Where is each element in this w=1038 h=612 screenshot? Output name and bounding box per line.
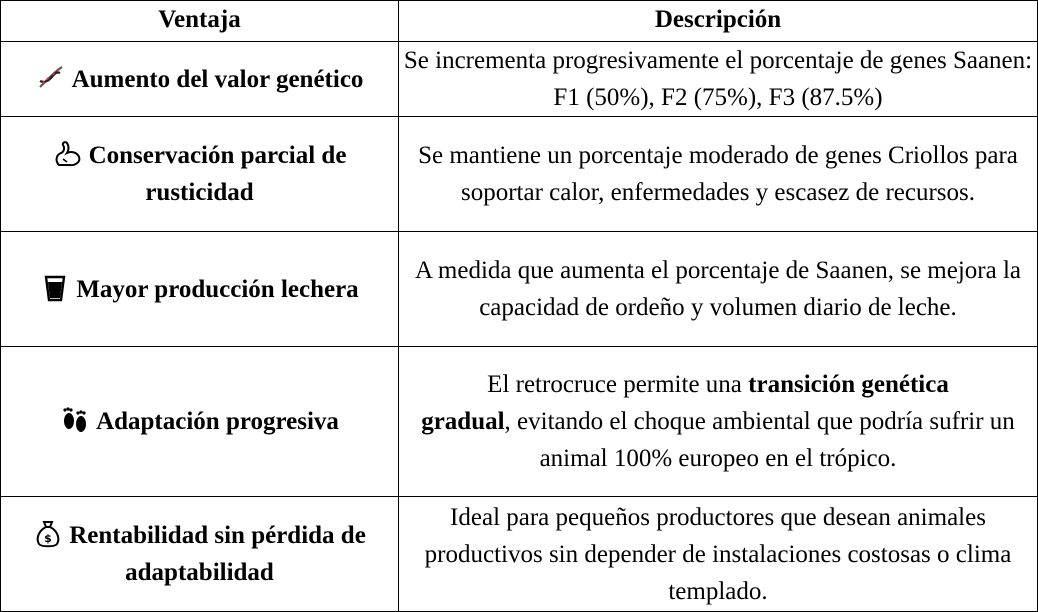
description-cell	[399, 347, 1038, 497]
advantage-cell	[1, 42, 399, 117]
flexed-arm-icon	[53, 139, 83, 169]
description-bold-text: gradual	[421, 408, 505, 435]
advantage-cell	[1, 117, 399, 232]
advantage-label: Conservación parcial de rusticidad	[88, 142, 347, 206]
table-row	[1, 232, 1038, 347]
description-cell: Se incrementa progresivamente el porcentaje de genes Saanen: F1 (50%), F2 (75%), F3 (87.5%)	[399, 42, 1038, 117]
advantage-cell	[1, 497, 399, 612]
milk-glass-icon	[40, 273, 70, 303]
header-advantage: Ventaja	[1, 1, 399, 42]
advantage-cell	[1, 232, 399, 347]
money-bag-icon	[33, 519, 63, 549]
table-row	[1, 117, 1038, 232]
table-row	[1, 347, 1038, 497]
svg-text:$: $	[44, 532, 53, 545]
table-row	[1, 497, 1038, 612]
description-text: , evitando el choque ambiental que podría sufrir un animal 100% europeo en el trópico.	[504, 408, 1015, 472]
advantage-label: Rentabilidad sin pérdida de adaptabilidad	[69, 522, 366, 586]
header-description: Descripción	[399, 1, 1038, 42]
advantage-label: Mayor producción lechera	[76, 275, 359, 303]
description-cell: Se mantiene un porcentaje moderado de genes Criollos para soportar calor, enfermedades y escasez de recursos.	[399, 117, 1038, 232]
dna-icon	[36, 63, 66, 93]
table-header-row	[1, 1, 1038, 42]
advantage-cell	[1, 347, 399, 497]
description-text: El retrocruce permite una	[487, 371, 749, 398]
advantage-label: Adaptación progresiva	[96, 408, 339, 435]
footprints-icon	[60, 405, 90, 435]
description-cell: A medida que aumenta el porcentaje de Saanen, se mejora la capacidad de ordeño y volumen diario de leche.	[399, 232, 1038, 347]
advantage-label: Aumento del valor genético	[71, 65, 364, 93]
description-cell: Ideal para pequeños productores que desean animales productivos sin depender de instalaciones costosas o clima templado.	[399, 497, 1038, 612]
table-row	[1, 42, 1038, 117]
description-bold-text: transición genética	[748, 371, 949, 398]
